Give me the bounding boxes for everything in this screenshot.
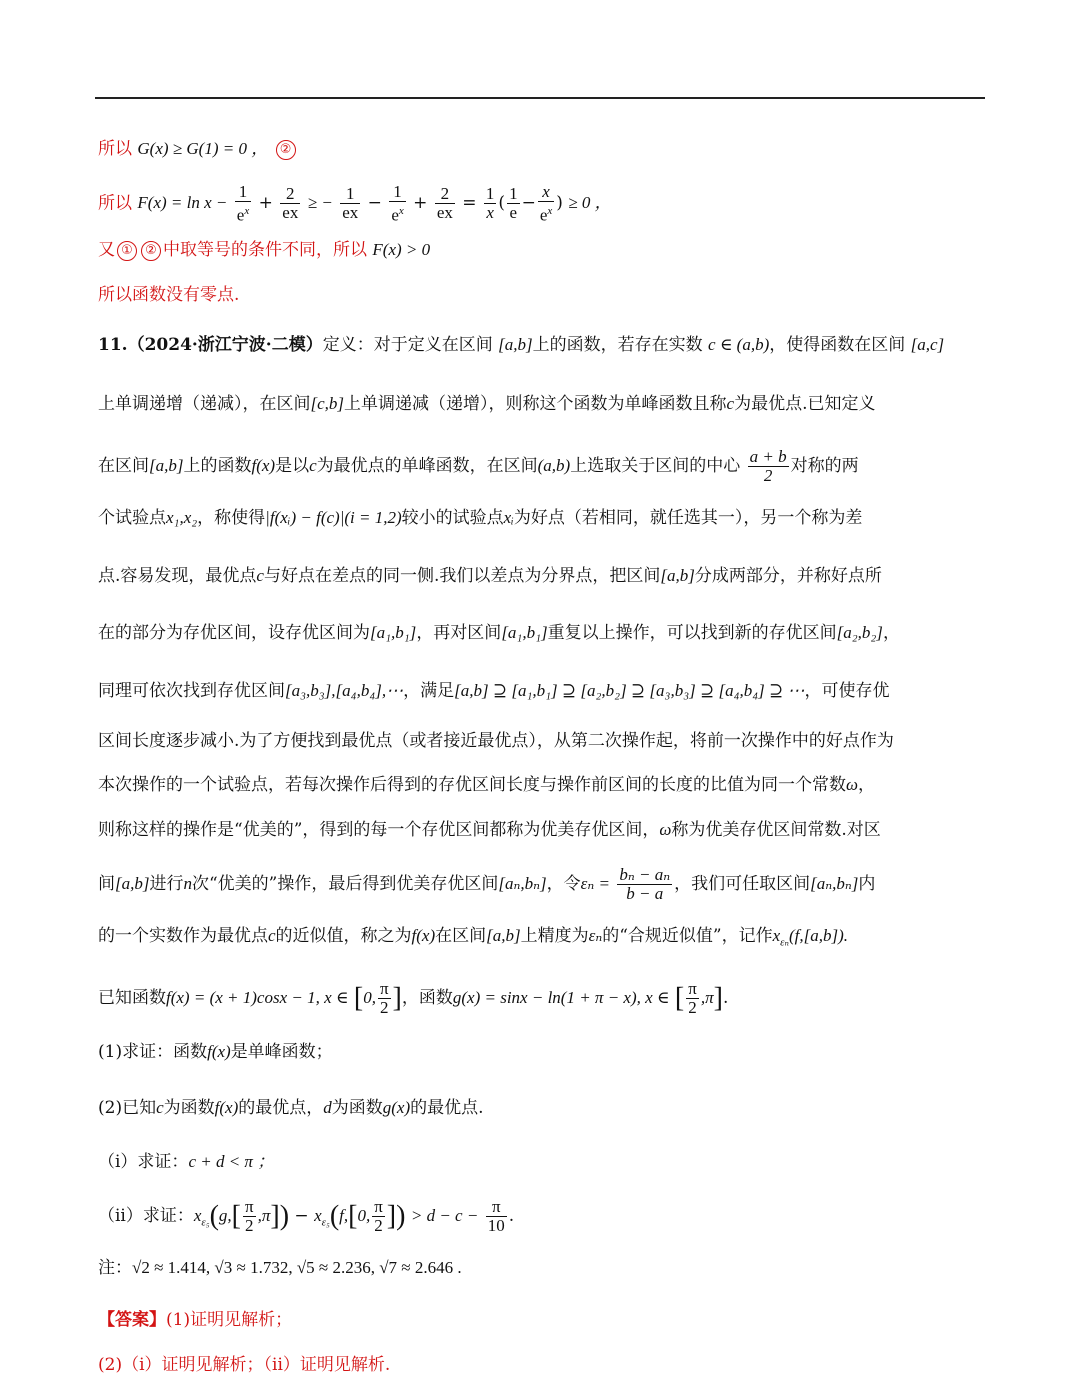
problem-line-3: 在区间[a,b]上的函数f(x)是以c为最优点的单峰函数，在区间(a,b)上选取关于区间的中心 $\frac{a + b}{2}$ 对称的两 xyxy=(98,447,859,485)
fraction: $\frac{\pi}{2}$ xyxy=(379,979,389,1017)
problem-source: （2024·浙江宁波·二模） xyxy=(127,335,323,355)
text: 所以 xyxy=(98,139,132,159)
solution-line-4: 所以函数没有零点. xyxy=(98,285,240,305)
math: F(x) = ln x − xyxy=(137,193,228,213)
fraction: $\frac{a + b}{2}$ xyxy=(749,447,787,485)
math: F(x) > 0 xyxy=(372,240,431,259)
text: 中取等号的条件不同，所以 xyxy=(163,240,367,260)
fraction: $\frac{2}{ex}$ xyxy=(436,184,453,223)
answer-line-2: (2)（i）证明见解析；（ii）证明见解析. xyxy=(98,1355,391,1375)
fraction: $\frac{x}{e^x}$ xyxy=(539,182,553,225)
fraction: $\frac{\pi}{2}$ xyxy=(374,1197,383,1235)
fraction: $\frac{1}{e}$ xyxy=(509,184,518,223)
answer-line-1: 【答案】(1)证明见解析； xyxy=(98,1310,293,1330)
fraction: $\frac{1}{e^x}$ xyxy=(236,182,250,225)
note: 注：√2 ≈ 1.414, √3 ≈ 1.732, √5 ≈ 2.236, √7 ≈ 2.646 . xyxy=(98,1258,462,1278)
question-2-ii: （ii）求证：$x_{\varepsilon_5}(g$,[ $\frac{\pi}{2}$ $,\pi]) - x_{\varepsilon_5}(f,[0$, $\frac{\pi}{2}$ ]) > d − c − $\frac{\pi}{10}$ . xyxy=(98,1197,515,1235)
fraction: $\frac{\pi}{2}$ xyxy=(688,979,697,1017)
fraction: $\frac{1}{ex}$ xyxy=(342,184,359,223)
problem-line-4: 个试验点x₁,x₂，称使得|f(xᵢ) − f(c)|(i = 1,2)较小的试验点xᵢ为好点（若相同，就任选其一），另一个称为差 xyxy=(98,508,863,528)
solution-line-1 xyxy=(98,137,298,161)
question-1: (1)求证：函数f(x)是单峰函数； xyxy=(98,1042,333,1062)
question-2: (2)已知c为函数f(x)的最优点，d为函数g(x)的最优点. xyxy=(98,1098,484,1118)
problem-line-6: 在的部分为存优区间，设存优区间为[a₁,b₁]，再对区间[a₁,b₁]重复以上操作，可以找到新的存优区间[a₂,b₂]， xyxy=(98,623,900,643)
fraction: $\frac{2}{ex}$ xyxy=(282,184,299,223)
solution-line-2: 所以 F(x) = ln x − $\frac{1}{e^x}$ + $\frac{2}{ex}$ ≥ − $\frac{1}{ex}$ − $\frac{1}{e^x}$ + $\frac{2}{ex}$ = $\frac{1}{x}$ ( $\frac{1}{e}$ − $\frac{x}{e^x}$ ) ≥ 0 ， xyxy=(98,182,612,225)
top-rule xyxy=(95,97,985,99)
circled-mark: ② xyxy=(141,241,161,261)
text: 又 xyxy=(98,240,115,260)
math: ≥ 0 ， xyxy=(568,193,612,213)
problem-line-8: 区间长度逐步减小.为了方便找到最优点（或者接近最优点），从第二次操作起，将前一次操作中的好点作为 xyxy=(98,731,894,751)
question-2-i: （i）求证：c + d < π ； xyxy=(98,1152,275,1172)
fraction: $\frac{\pi}{2}$ xyxy=(245,1197,254,1235)
math: G(x) ≥ G(1) = 0 ， xyxy=(137,139,269,158)
problem-line-1: 11.（2024·浙江宁波·二模）定义：对于定义在区间 [a,b]上的函数，若存在实数 c ∈ (a,b)，使得函数在区间 [a,c] xyxy=(98,335,945,355)
problem-line-10: 则称这样的操作是“优美的”，得到的每一个存优区间都称为优美存优区间，ω称为优美存优区间常数.对区 xyxy=(98,820,881,840)
problem-line-2: 上单调递增（递减），在区间[c,b]上单调递减（递增），则称这个函数为单峰函数且称c为最优点.已知定义 xyxy=(98,394,876,414)
math: ≥ − xyxy=(307,193,333,213)
circled-mark: ① xyxy=(117,241,137,261)
fraction: $\frac{1}{x}$ xyxy=(485,184,495,223)
circled-mark: ② xyxy=(276,140,296,160)
fraction: $\frac{\text{bₙ − aₙ}}{b - a}$ xyxy=(619,865,671,903)
problem-line-13: 已知函数f(x) = (x + 1)cosx − 1, x ∈ [0, $\frac{\pi}{2}$ ]，函数g(x) = sinx − ln(1 + π − x), x ∈ [ $\frac{\pi}{2}$ ,π]. xyxy=(98,979,729,1017)
problem-number: 11. xyxy=(98,335,128,355)
fraction: $\frac{1}{e^x}$ xyxy=(391,182,404,225)
text: 所以 xyxy=(98,193,132,214)
problem-line-7: 同理可依次找到存优区间[a₃,b₃],[a₄,b₄],⋯，满足[a,b] ⊇ [a₁,b₁] ⊇ [a₂,b₂] ⊇ [a₃,b₃] ⊇ [a₄,b₄] ⊇ ⋯，可使存优 xyxy=(98,681,890,701)
answer-label: 【答案】 xyxy=(98,1310,166,1330)
problem-line-11: 间[a,b]进行n次“优美的”操作，最后得到优美存优区间[aₙ,bₙ]，令εₙ = $\frac{\text{bₙ − aₙ}}{b - a}$ ，我们可任取区间[aₙ,bₙ]内 xyxy=(98,865,876,903)
problem-line-12: 的一个实数作为最优点c的近似值，称之为f(x)在区间[a,b]上精度为εₙ的“合规近似值”，记作$x_{\varepsilon_n}(f,[a,b])$. xyxy=(98,926,848,949)
solution-line-3 xyxy=(98,238,430,262)
problem-line-9: 本次操作的一个试验点，若每次操作后得到的存优区间长度与操作前区间的长度的比值为同一个常数ω， xyxy=(98,775,876,795)
fraction: $\frac{\pi}{10}$ xyxy=(487,1197,505,1235)
problem-line-5: 点.容易发现，最优点c与好点在差点的同一侧.我们以差点为分界点，把区间[a,b]分成两部分，并称好点所 xyxy=(98,566,882,586)
